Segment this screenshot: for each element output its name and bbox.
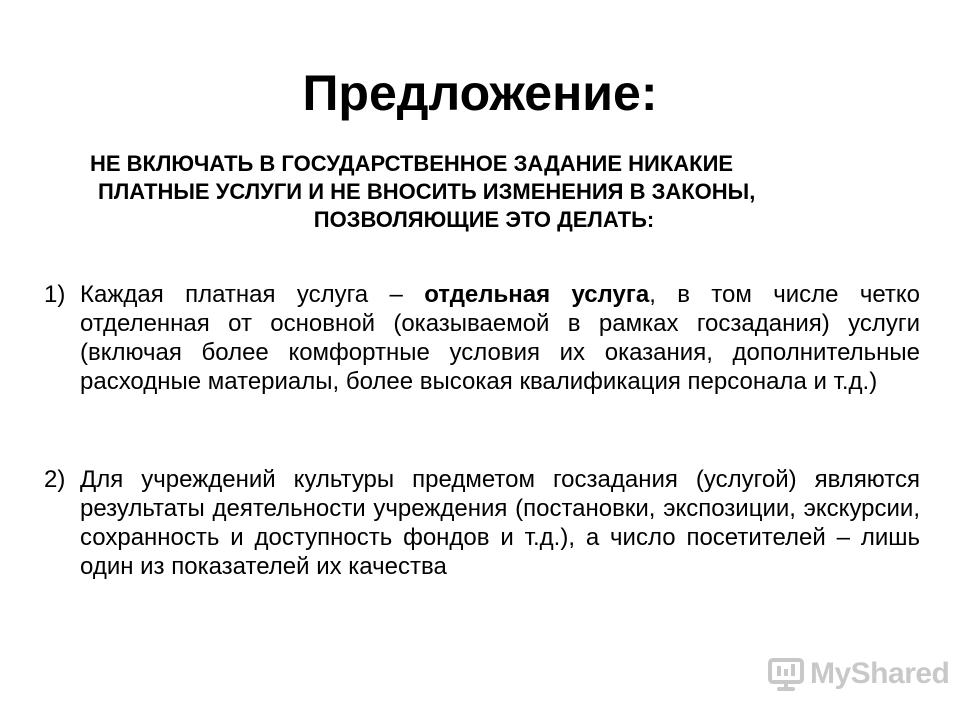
- list-item-text-before: Каждая платная услуга –: [80, 281, 425, 308]
- list-item-text-bold: отдельная услуга: [424, 281, 650, 308]
- watermark-text: MyShared: [810, 657, 950, 690]
- list-item-text-after: , в том числе четко отделенная от основной (оказываемой в рамках госзадания) услуги (включая более комфортные условия их оказания, дополнительные расходные материалы, более высокая квалификация персонала и т.д.): [80, 281, 920, 395]
- list-item-number: 1): [44, 281, 66, 308]
- list-item-text: [80, 280, 920, 396]
- list-item-2: [44, 465, 920, 581]
- presentation-board-icon: [766, 654, 806, 694]
- myshared-watermark: [766, 654, 949, 694]
- list-item-1: [44, 280, 920, 396]
- list-item-text: Для учреждений культуры предметом госзадания (услугой) являются результаты деятельности учреждения (постановки, экспозиции, экскурсии, сохранность и доступность фондов и т.д.), а число посетителей – лишь один из показателей их качества: [80, 466, 920, 580]
- subtitle-line-3: ПОЗВОЛЯЮЩИЕ ЭТО ДЕЛАТЬ:: [313, 207, 655, 232]
- subtitle-line-2: ПЛАТНЫЕ УСЛУГИ И НЕ ВНОСИТЬ ИЗМЕНЕНИЯ В ЗАКОНЫ,: [98, 179, 756, 204]
- slide-title: Предложение:: [302, 65, 658, 121]
- slide-subtitle: [90, 150, 910, 234]
- list-item-number: 2): [44, 466, 66, 493]
- subtitle-line-1: НЕ ВКЛЮЧАТЬ В ГОСУДАРСТВЕННОЕ ЗАДАНИЕ НИКАКИЕ: [90, 151, 734, 176]
